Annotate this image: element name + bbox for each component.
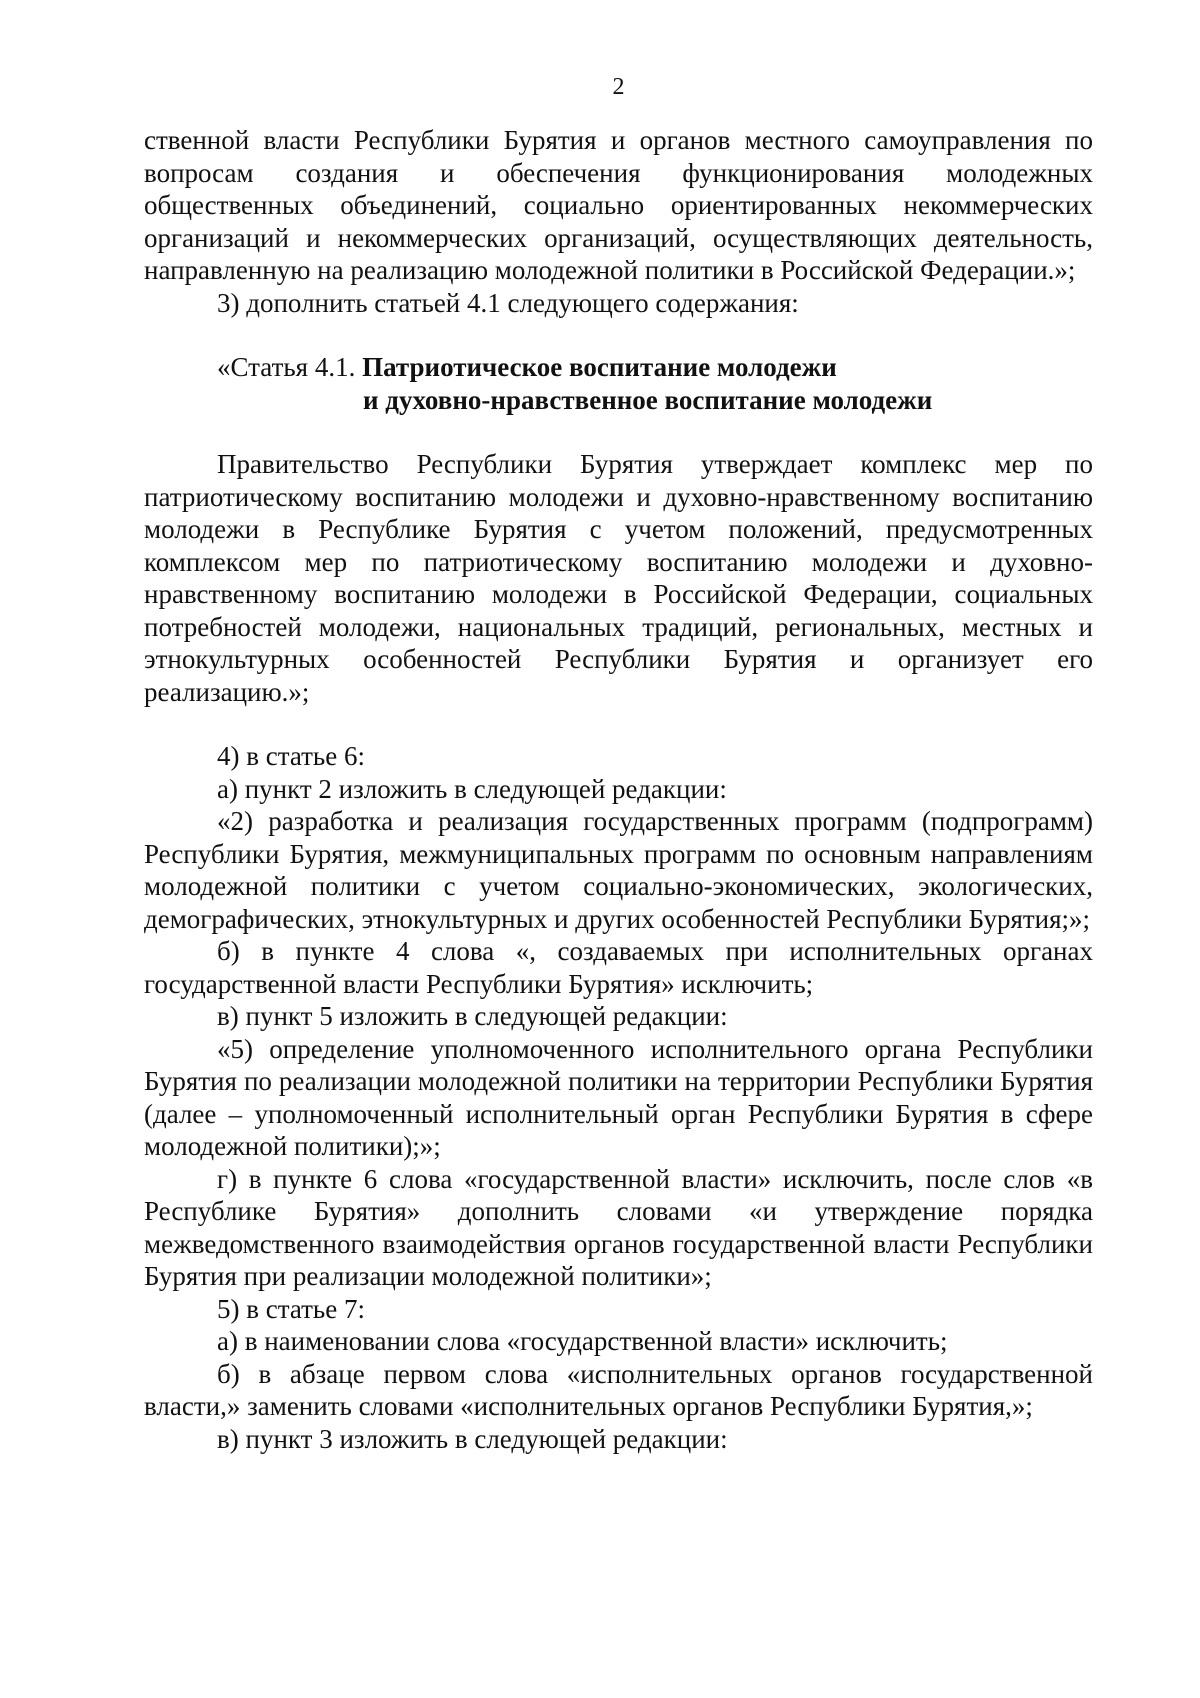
paragraph-item-4a: а) пункт 2 изложить в следующей редакции:: [217, 773, 727, 804]
spacer: [144, 708, 1093, 740]
paragraph-item-5v: в) пункт 3 изложить в следующей редакции:: [217, 1423, 728, 1454]
article-heading: [217, 351, 1093, 416]
paragraph-item-4b: б) в пункте 4 слова «, создаваемых при исполнительных органах государственной власти Республики Бурятия» исключить;: [144, 936, 1093, 999]
paragraph-item-4v: в) пункт 5 изложить в следующей редакции:: [217, 1001, 728, 1031]
article-body: Правительство Республики Бурятия утверждает комплекс мер по патриотическому воспитанию молодежи и духовно-нравственному воспитанию молодежи в Республике Бурятия с учетом положений, предусмотренных комплексом мер по патриотическому воспитанию молодежи и духовно-нравственному воспитанию молодежи в Российской Федерации, социальных потребностей молодежи, национальных традиций, региональных, местных и этнокультурных особенностей Республики Бурятия и организует его реализацию.»;: [144, 449, 1093, 707]
paragraph-continuation: ственной власти Республики Бурятия и органов местного самоуправления по вопросам создания и обеспечения функционирования молодежных общественных объединений, социально ориентированных некоммерческих организаций и некоммерческих организаций, осуществляющих деятельность, направленную на реализацию молодежной политики в Российской Федерации.»;: [144, 125, 1093, 285]
paragraph-item-4a-text: «2) разработка и реализация государственных программ (подпрограмм) Республики Бурятия, межмуниципальных программ по основным направлениям молодежной политики с учетом социально-экономических, экологических, демографических, этнокультурных и других особенностей Республики Бурятия;»;: [144, 806, 1093, 934]
paragraph-item-4g: г) в пункте 6 слова «государственной власти» исключить, после слов «в Республике Бурятия» дополнить словами «и утверждение порядка межведомственного взаимодействия органов государственной власти Республики Бурятия при реализации молодежной политики»;: [144, 1163, 1093, 1291]
paragraph-item-4: 4) в статье 6:: [217, 741, 365, 771]
spacer: [144, 319, 1093, 351]
paragraph-item-5: 5) в статье 7:: [217, 1293, 365, 1324]
spacer: [144, 416, 1093, 448]
article-number: «Статья 4.1.: [217, 352, 356, 382]
paragraph-item-4v-text: «5) определение уполномоченного исполнительного органа Республики Бурятия по реализации молодежной политики на территории Республики Бурятия (далее – уполномоченный исполнительный орган Республики Бурятия в сфере молодежной политики);»;: [144, 1033, 1093, 1161]
paragraph-item-5b: б) в абзаце первом слова «исполнительных органов государственной власти,» заменить словами «исполнительных органов Республики Бурятия,»;: [144, 1358, 1093, 1421]
article-title-line-1: Патриотическое воспитание молодежи: [362, 352, 837, 382]
page-number: 2: [612, 74, 625, 100]
article-title-line-2: и духовно-нравственное воспитание молодежи: [363, 384, 933, 415]
document-body: [144, 124, 1093, 1455]
paragraph-item-3: 3) дополнить статьей 4.1 следующего содержания:: [217, 287, 799, 318]
paragraph-item-5a: а) в наименовании слова «государственной власти» исключить;: [217, 1326, 948, 1356]
